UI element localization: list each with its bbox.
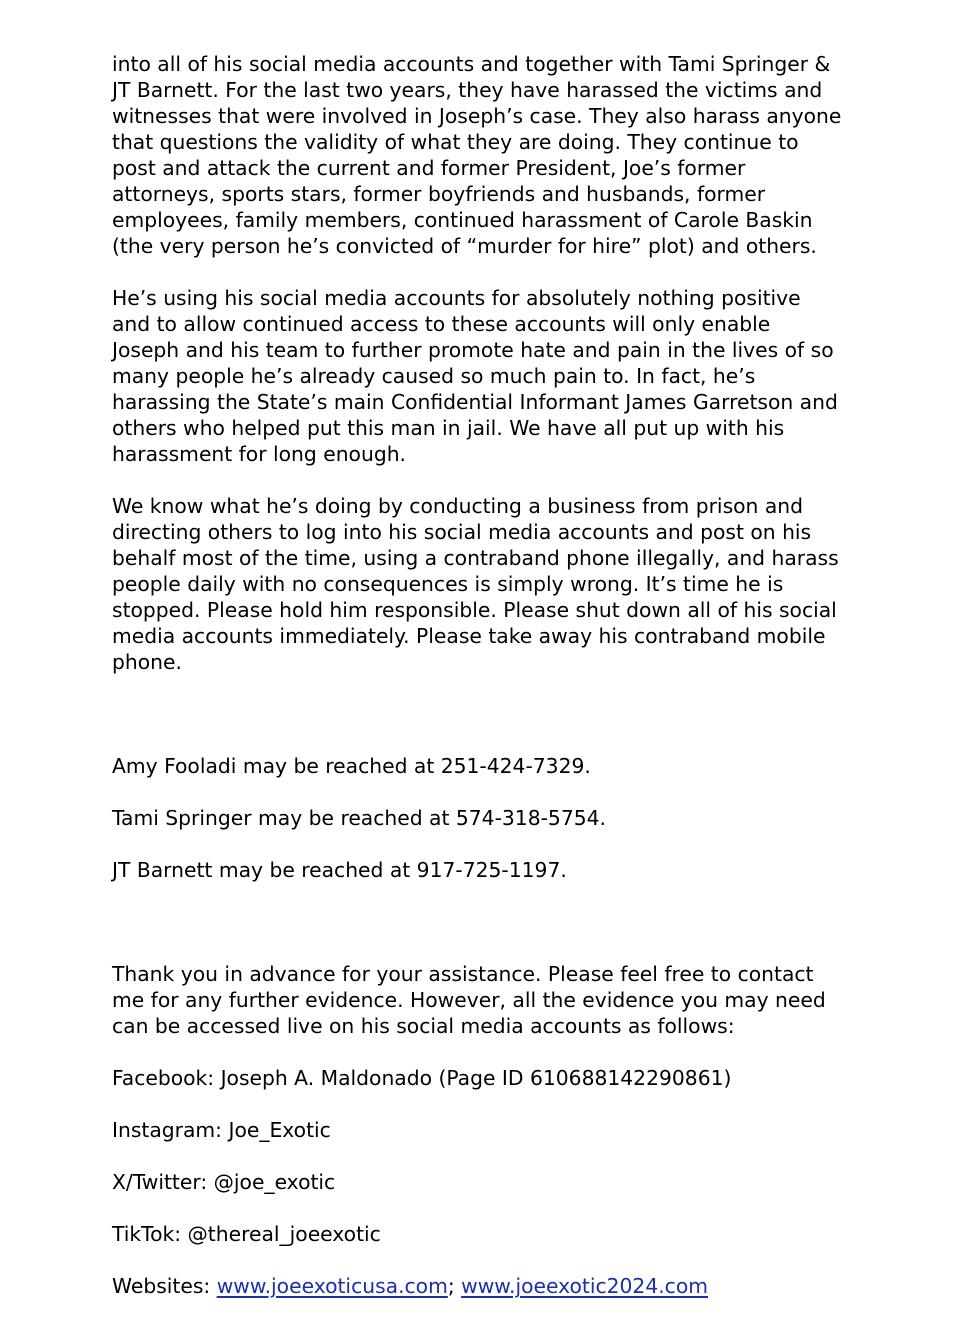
paragraph-social-media-misuse: He’s using his social media accounts for absolutely nothing positive and to allow continued access to these accounts will only enable Joseph and his team to further promote hate and pain in the lives of so many people he’s already caused so much pain to. In fact, he’s harassing the State’s main Confidential Informant James Garretson and others who helped put this man in jail. We have all put up with his harassment for long enough. xyxy=(112,286,838,466)
paragraph-request-shutdown: We know what he’s doing by conducting a business from prison and directing others to log into his social media accounts and post on his behalf most of the time, using a contraband phone illegally, and harass people daily with no consequences is simply wrong. It’s time he is stopped. Please hold him responsible. Please shut down all of his social media accounts immediately. Please take away his contraband mobile phone. xyxy=(112,494,839,674)
spacer xyxy=(112,701,872,727)
website-link-joeexoticusa[interactable]: www.joeexoticusa.com xyxy=(216,1274,448,1298)
spacer xyxy=(112,935,872,961)
contact-jt-barnett: JT Barnett may be reached at 917-725-1197. xyxy=(112,858,567,882)
account-instagram: Instagram: Joe_Exotic xyxy=(112,1118,331,1142)
websites-separator: ; xyxy=(447,1274,462,1298)
account-facebook: Facebook: Joseph A. Maldonado (Page ID 610688142290861) xyxy=(112,1066,732,1090)
websites-line xyxy=(112,1273,872,1299)
document-page xyxy=(112,51,872,1325)
website-link-joeexotic2024[interactable]: www.joeexotic2024.com xyxy=(461,1274,708,1298)
paragraph-harassment-intro: into all of his social media accounts and together with Tami Springer & JT Barnett. For the last two years, they have harassed the victims and witnesses that were involved in Joseph’s case. They also harass anyone that questions the validity of what they are doing. They continue to post and attack the current and former President, Joe’s former attorneys, sports stars, former boyfriends and husbands, former employees, family members, continued harassment of Carole Baskin (the very person he’s convicted of “murder for hire” plot) and others. xyxy=(112,52,842,258)
account-tiktok: TikTok: @thereal_joeexotic xyxy=(112,1222,381,1246)
contact-amy-fooladi: Amy Fooladi may be reached at 251-424-7329. xyxy=(112,754,591,778)
account-twitter: X/Twitter: @joe_exotic xyxy=(112,1170,336,1194)
contact-tami-springer: Tami Springer may be reached at 574-318-5754. xyxy=(112,806,606,830)
paragraph-closing: Thank you in advance for your assistance. Please feel free to contact me for any further evidence. However, all the evidence you may need can be accessed live on his social media accounts as follows: xyxy=(112,962,826,1038)
websites-label: Websites: xyxy=(112,1274,217,1298)
contact-list xyxy=(112,727,872,909)
